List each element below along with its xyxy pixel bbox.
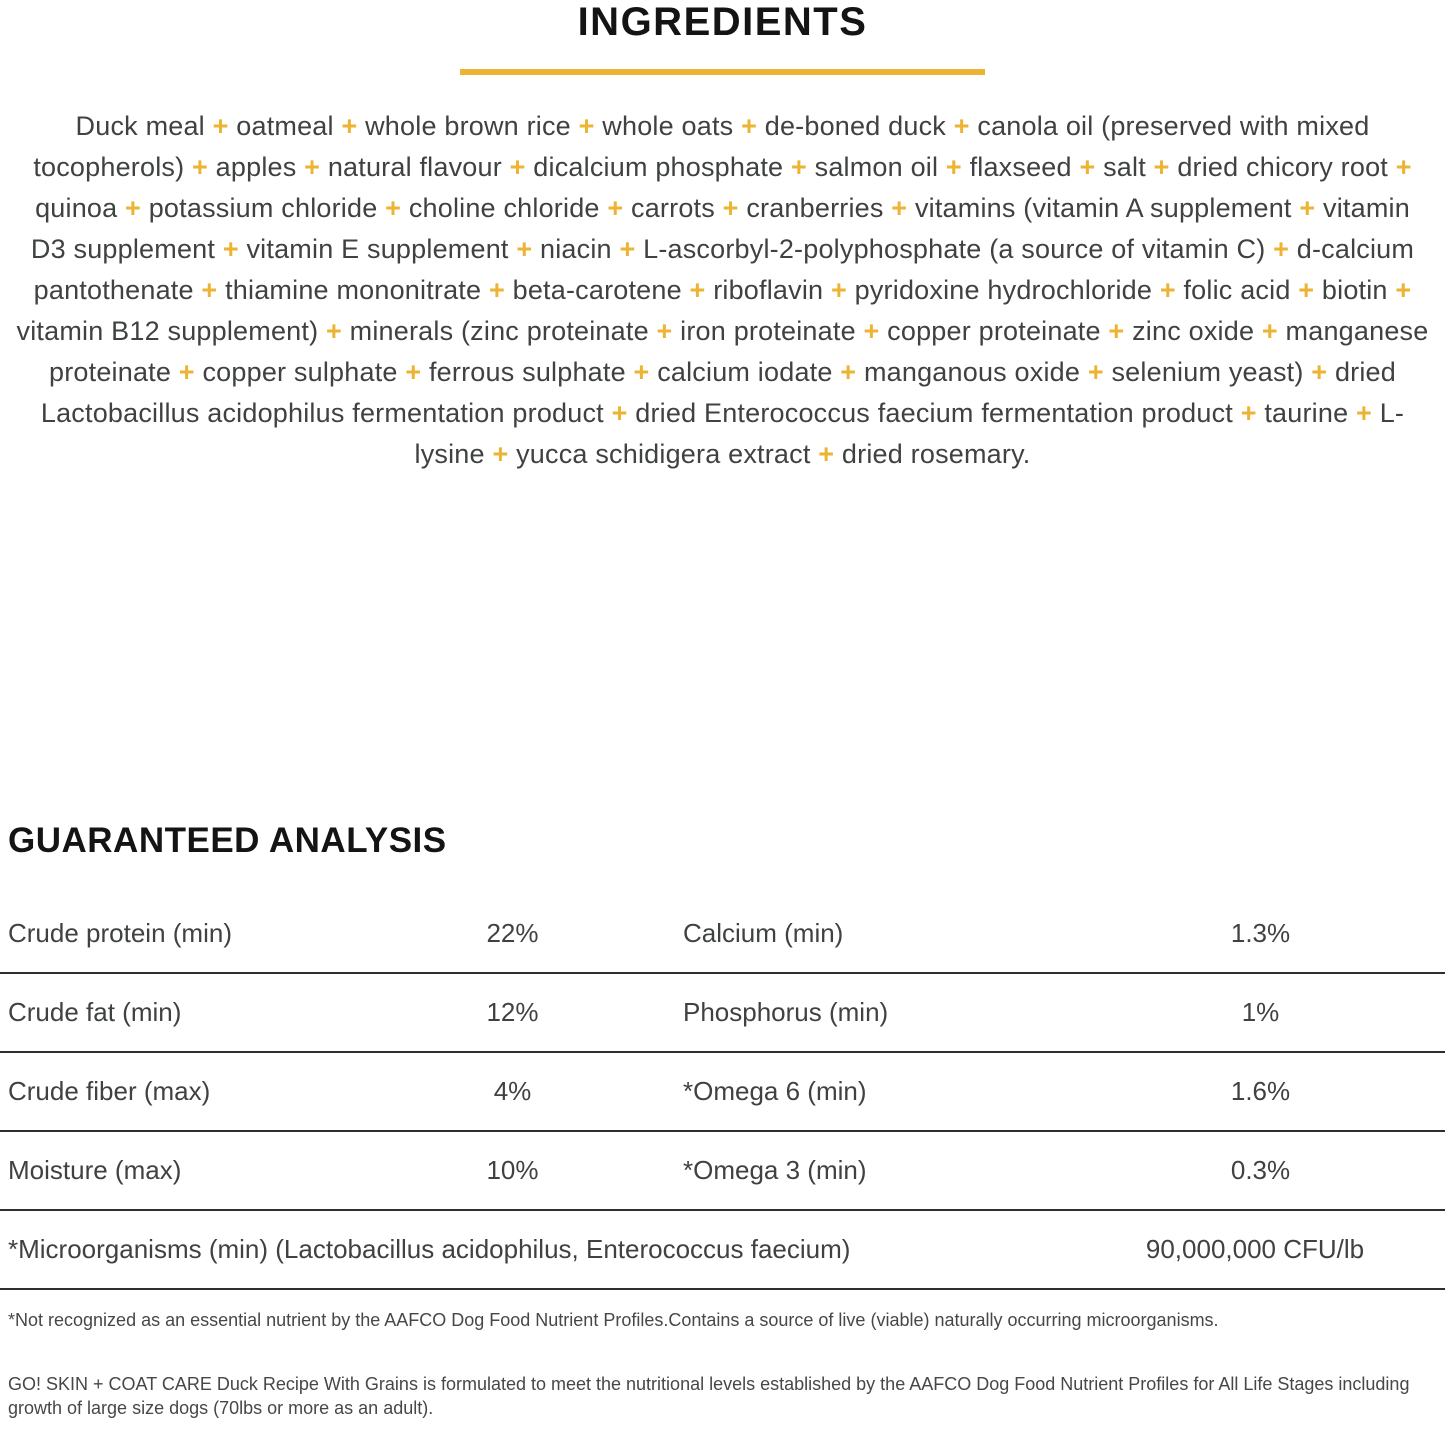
formulation-note: GO! SKIN + COAT CARE Duck Recipe With Grains is formulated to meet the nutritional levels established by the AAFCO Dog Food Nutrient Profiles for All Life Stages including growth of large size dogs (70lbs or more as an adult). [8,1374,1410,1418]
analysis-right-label: Phosphorus (min) [683,997,889,1027]
analysis-right-label: Calcium (min) [683,918,844,948]
plus-separator-icon: + [830,275,847,305]
plus-separator-icon: + [1108,316,1125,346]
plus-separator-icon: + [656,316,673,346]
ingredient-item: L-ascorbyl-2-polyphosphate (a source of vitamin C) [643,234,1266,264]
plus-separator-icon: + [741,111,758,141]
analysis-right-value: 0.3% [1230,1155,1291,1185]
ingredient-item: vitamin E supplement [246,234,509,264]
plus-separator-icon: + [619,234,636,264]
ingredient-item: biotin [1321,275,1388,305]
analysis-heading: GUARANTEED ANALYSIS [8,821,447,860]
ingredient-item: cranberries [746,193,884,223]
analysis-row [0,895,1445,974]
plus-separator-icon: + [1261,316,1278,346]
plus-separator-icon: + [192,152,208,182]
analysis-left-value: 22% [486,918,539,948]
plus-separator-icon: + [178,357,195,387]
analysis-left-value: 10% [486,1155,539,1185]
analysis-right-label: *Omega 6 (min) [683,1076,867,1106]
ingredient-item: niacin [539,234,612,264]
plus-separator-icon: + [689,275,706,305]
ingredient-item: L-lysine [414,398,1405,469]
analysis-row [0,1053,1445,1132]
ingredient-item: whole oats [602,111,734,141]
ingredient-item: ferrous sulphate [428,357,626,387]
analysis-row-microorganisms [0,1211,1445,1290]
plus-separator-icon: + [1240,398,1257,428]
plus-separator-icon: + [516,234,533,264]
plus-separator-icon: + [953,111,970,141]
ingredient-item: vitamins (vitamin A supplement [914,193,1292,223]
ingredient-item: salmon oil [814,152,939,182]
plus-separator-icon: + [1395,275,1412,305]
microorganisms-value: 90,000,000 CFU/lb [1145,1234,1365,1264]
analysis-right-value: 1.6% [1230,1076,1291,1106]
analysis-table [0,895,1445,1290]
ingredient-item: dried Lactobacillus acidophilus fermentation product [40,357,1396,428]
ingredient-item: pyridoxine hydrochloride [854,275,1153,305]
analysis-right-value: 1% [1241,997,1280,1027]
plus-separator-icon: + [325,316,342,346]
ingredient-item: selenium yeast) [1111,357,1304,387]
ingredient-item: manganese proteinate [49,316,1429,387]
plus-separator-icon: + [722,193,739,223]
ingredient-item: dried rosemary. [841,439,1031,469]
ingredient-item: calcium iodate [657,357,833,387]
analysis-left-value: 12% [486,997,539,1027]
plus-separator-icon: + [611,398,628,428]
ingredient-item: salt [1103,152,1146,182]
plus-separator-icon: + [1298,275,1315,305]
plus-separator-icon: + [891,193,908,223]
ingredient-item: beta-carotene [512,275,682,305]
ingredient-item: whole brown rice [365,111,571,141]
ingredients-section [0,0,1445,475]
plus-separator-icon: + [945,152,962,182]
plus-separator-icon: + [790,152,807,182]
plus-separator-icon: + [818,439,835,469]
plus-separator-icon: + [488,275,505,305]
ingredient-item: zinc oxide [1132,316,1255,346]
ingredient-item: yucca schidigera extract [516,439,811,469]
ingredient-item: dried chicory root [1177,152,1389,182]
plus-separator-icon: + [1356,398,1372,428]
analysis-left-label: Moisture (max) [8,1155,182,1185]
ingredients-paragraph [0,106,1445,475]
ingredient-item: copper sulphate [202,357,398,387]
microorganisms-label: *Microorganisms (min) (Lactobacillus acidophilus, Enterococcus faecium) [8,1234,851,1264]
plus-separator-icon: + [1299,193,1316,223]
ingredient-item: quinoa [35,193,118,223]
analysis-left-value: 4% [493,1076,532,1106]
ingredient-item: copper proteinate [887,316,1101,346]
plus-separator-icon: + [1395,152,1412,182]
analysis-left-label: Crude fat (min) [8,997,182,1027]
plus-separator-icon: + [1079,152,1096,182]
plus-separator-icon: + [405,357,422,387]
ingredient-item: minerals (zinc proteinate [349,316,649,346]
analysis-right-label: *Omega 3 (min) [683,1155,867,1185]
ingredient-item: flaxseed [969,152,1072,182]
plus-separator-icon: + [1153,152,1170,182]
ingredient-item: potassium chloride [148,193,378,223]
ingredient-item: dried Enterococcus faecium fermentation product [635,398,1233,428]
plus-separator-icon: + [492,439,509,469]
analysis-left-label: Crude protein (min) [8,918,232,948]
plus-separator-icon: + [304,152,321,182]
ingredient-item: canola oil (preserved with mixed tocopherols) [33,111,1370,182]
ingredient-item: choline chloride [408,193,600,223]
plus-separator-icon: + [212,111,229,141]
plus-separator-icon: + [341,111,358,141]
ingredient-item: folic acid [1183,275,1291,305]
plus-separator-icon: + [633,357,650,387]
ingredient-item: thiamine mononitrate [225,275,482,305]
ingredient-item: riboflavin [713,275,824,305]
plus-separator-icon: + [1311,357,1328,387]
plus-separator-icon: + [201,275,218,305]
plus-separator-icon: + [125,193,142,223]
guaranteed-analysis-section [0,823,1445,1420]
ingredient-item: oatmeal [236,111,334,141]
plus-separator-icon: + [385,193,402,223]
ingredient-item: de-boned duck [764,111,946,141]
ingredient-item: vitamin B12 supplement) [16,316,319,346]
plus-separator-icon: + [1273,234,1290,264]
analysis-row [0,1132,1445,1211]
plus-separator-icon: + [509,152,526,182]
ingredient-item: carrots [631,193,715,223]
ingredient-item: taurine [1264,398,1349,428]
ingredient-item: natural flavour [327,152,502,182]
ingredient-item: vitamin D3 supplement [30,193,1410,264]
analysis-row [0,974,1445,1053]
ingredient-item: iron proteinate [680,316,856,346]
ingredient-item: d-calcium pantothenate [33,234,1415,305]
ingredient-item: manganous oxide [863,357,1081,387]
analysis-right-value: 1.3% [1230,918,1291,948]
ingredient-item: Duck meal [75,111,205,141]
ingredient-item: apples [215,152,297,182]
title-underline-rule [460,69,985,75]
plus-separator-icon: + [863,316,880,346]
plus-separator-icon: + [222,234,239,264]
plus-separator-icon: + [1159,275,1176,305]
plus-separator-icon: + [840,357,857,387]
plus-separator-icon: + [607,193,624,223]
ingredients-title: INGREDIENTS [577,0,868,44]
ingredient-item: dicalcium phosphate [533,152,784,182]
analysis-left-label: Crude fiber (max) [8,1076,211,1106]
plus-separator-icon: + [578,111,595,141]
aafco-footnote: *Not recognized as an essential nutrient by the AAFCO Dog Food Nutrient Profiles.Contains a source of live (viable) naturally occurring microorganisms. [8,1310,1219,1330]
plus-separator-icon: + [1087,357,1104,387]
